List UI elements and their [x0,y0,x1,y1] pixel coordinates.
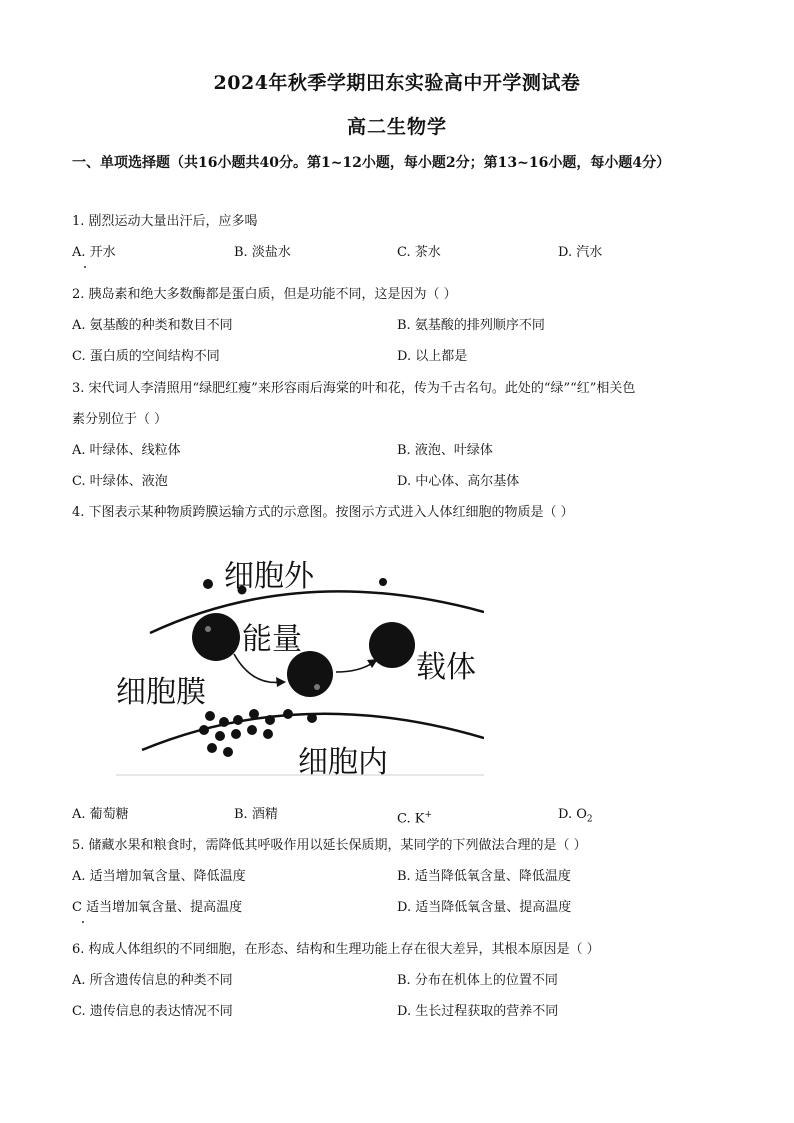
inside-molecule [283,709,293,719]
inside-molecule [205,711,215,721]
question-4-stem: 4. 下图表示某种物质跨膜运输方式的示意图。按图示方式进入人体红细胞的物质是（ ） [72,505,574,520]
question-1-option-d: D. 汽水 [558,245,603,260]
question-2-option-a: A. 氨基酸的种类和数目不同 [72,318,233,333]
question-4-option-c [397,806,432,828]
scan-speck [84,266,86,268]
arrowhead [367,659,378,668]
option-c-text: C. K [397,811,425,827]
bound-molecule [205,626,211,632]
question-5-option-d: D. 适当降低氧含量、提高温度 [397,900,572,915]
question-1-option-b: B. 淡盐水 [234,245,291,260]
question-4-option-a: A. 葡萄糖 [72,807,129,822]
label-carrier: 载体 [416,650,476,685]
label-cell-outside: 细胞外 [224,559,314,594]
inside-molecule [263,729,273,739]
question-6-option-a: A. 所含遗传信息的种类不同 [72,973,233,988]
question-5-stem: 5. 储藏水果和粮食时，需降低其呼吸作用以延长保质期，某同学的下列做法合理的是（ ） [72,838,587,853]
question-5-option-c: C 适当增加氧含量、提高温度 [72,900,243,915]
label-cell-membrane: 细胞膜 [116,675,206,710]
question-5-option-b: B. 适当降低氧含量、降低温度 [397,869,571,884]
question-5-option-a: A. 适当增加氧含量、降低温度 [72,869,246,884]
question-6-stem: 6. 构成人体组织的不同细胞，在形态、结构和生理功能上存在很大差异，其根本原因是（ ） [72,942,600,957]
question-3-option-d: D. 中心体、高尔基体 [397,474,520,489]
inside-molecule [223,747,233,757]
bound-molecule [314,684,320,690]
inside-molecule [247,725,257,735]
question-3-stem-line-2: 素分别位于（ ） [72,412,168,427]
scan-speck [82,921,84,923]
outside-molecule [379,578,387,586]
question-6-option-d: D. 生长过程获取的营养不同 [397,1004,559,1019]
question-6-option-c: C. 遗传信息的表达情况不同 [72,1004,233,1019]
question-3-option-c: C. 叶绿体、液泡 [72,474,168,489]
page-subtitle: 高二生物学 [346,116,447,138]
potassium-charge: + [424,810,433,820]
label-energy: 能量 [242,622,302,657]
inside-molecule [249,709,259,719]
question-3-stem-line-1: 3. 宋代词人李清照用“绿肥红瘦”来形容雨后海棠的叶和花，传为千古名句。此处的“绿”“红”相关色 [72,381,636,396]
question-6-option-b: B. 分布在机体上的位置不同 [397,973,558,988]
arrowhead [276,677,286,687]
transport-arrow-2 [336,662,374,672]
question-4-option-d [558,806,593,829]
inside-molecule [231,729,241,739]
section-heading: 一、单项选择题（共16小题共40分。第1~12小题，每小题2分；第13~16小题，每小题4分） [72,155,671,171]
question-2-option-d: D. 以上都是 [397,349,468,364]
inside-molecule [215,731,225,741]
inside-molecule [199,725,209,735]
question-3-option-a: A. 叶绿体、线粒体 [72,443,181,458]
transport-arrow-1 [234,654,282,682]
carrier-protein-left [192,613,240,661]
question-3-option-b: B. 液泡、叶绿体 [397,443,493,458]
question-2-option-b: B. 氨基酸的排列顺序不同 [397,318,545,333]
outside-molecule [203,579,213,589]
oxygen-subscript: 2 [586,814,593,825]
question-1-option-a: A. 开水 [72,245,116,260]
inside-molecule [233,715,243,725]
question-2-stem: 2. 胰岛素和绝大多数酶都是蛋白质，但是功能不同，这是因为（ ） [72,287,457,302]
membrane-transport-figure [112,544,484,779]
question-2-option-c: C. 蛋白质的空间结构不同 [72,349,220,364]
inside-molecule [207,743,217,753]
question-1-stem: 1. 剧烈运动大量出汗后，应多喝 [72,214,258,229]
question-4-option-b: B. 酒精 [234,807,278,822]
question-1-option-c: C. 茶水 [397,245,441,260]
carrier-protein-middle [287,651,333,697]
label-cell-inside: 细胞内 [298,745,388,779]
option-d-text: D. O [558,807,587,822]
inside-molecule [307,713,317,723]
page-title: 2024年秋季学期田东实验高中开学测试卷 [213,72,581,94]
inside-molecule [219,717,229,727]
inside-molecule [265,715,275,725]
